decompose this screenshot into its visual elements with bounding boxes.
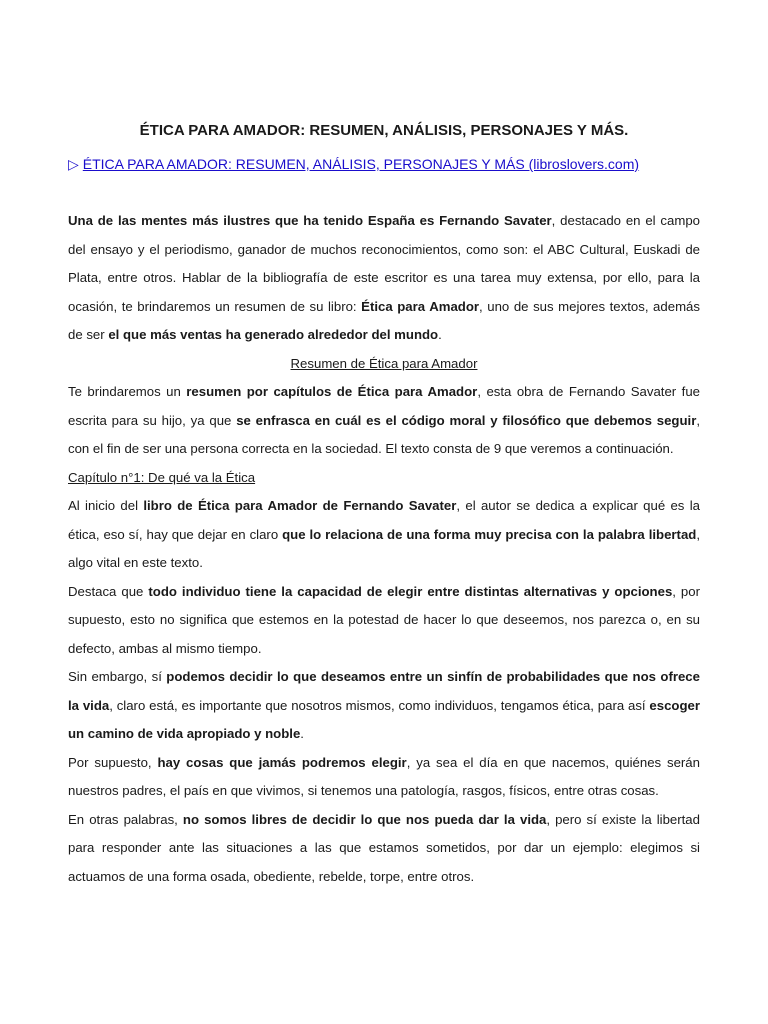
bold-text: resumen por capítulos de Ética para Amador (186, 384, 478, 399)
text: , con el fin de ser una persona correcta en la sociedad. El texto consta de 9 que veremos a continuación. (68, 412, 700, 456)
paragraph-chapter1-intro (68, 492, 700, 578)
text: . (300, 726, 304, 741)
paragraph-intro (68, 207, 700, 350)
source-link-text: ÉTICA PARA AMADOR: RESUMEN, ANÁLISIS, PERSONAJES Y MÁS (libroslovers.com) (82, 156, 640, 172)
text: , uno de sus mejores textos, además de ser (68, 298, 700, 342)
text: , esta obra de Fernando Savater fue escrita para su hijo, ya que (68, 384, 700, 428)
text: , pero sí existe la libertad para responder ante las situaciones a las que estamos sometidos, por dar un ejemplo: elegimos si actuamos de una forma osada, obediente, rebelde, torpe, entre otros. (68, 811, 700, 884)
source-link[interactable] (68, 154, 700, 174)
text: Destaca que (68, 583, 149, 599)
paragraph-cannot-choose (68, 749, 700, 806)
text: Al inicio del (68, 498, 144, 513)
text: . (438, 327, 442, 342)
text: , algo vital en este texto. (68, 526, 701, 570)
chapter-heading (68, 464, 700, 493)
document-title: ÉTICA PARA AMADOR: RESUMEN, ANÁLISIS, PERSONAJES Y MÁS. (139, 122, 629, 139)
bold-text: Una de las mentes más ilustres que ha tenido España es Fernando Savater (68, 213, 552, 228)
document-body (68, 207, 700, 891)
bold-text: no somos libres de decidir lo que nos pueda dar la vida (182, 811, 547, 827)
paragraph-decide (68, 663, 700, 749)
section-heading: Resumen de Ética para Amador (290, 355, 478, 371)
text: Te brindaremos un (68, 384, 187, 399)
text: En otras palabras, (68, 811, 183, 827)
bold-text: hay cosas que jamás podremos elegir (157, 754, 407, 770)
text: Por supuesto, (68, 754, 158, 770)
text: Sin embargo, sí (68, 669, 167, 684)
bold-text: Ética para Amador (361, 298, 480, 314)
chapter-heading-text: Capítulo n°1: De qué va la Ética (68, 469, 256, 485)
paragraph-choice (68, 578, 700, 664)
bold-text: libro de Ética para Amador de Fernando Savater (143, 498, 457, 513)
bold-text: el que más ventas ha generado alrededor del mundo (108, 327, 439, 342)
paragraph-summary (68, 378, 700, 464)
bold-text: podemos decidir lo que deseamos entre un sinfín de probabilidades que nos ofrece la vida (68, 669, 700, 713)
text: , destacado en el campo del ensayo y el periodismo, ganador de muchos reconocimientos, como son: el ABC Cultural, Euskadi de Plata, entre otros. Hablar de la bibliografía de este escritor es una tarea muy extensa, por ello, para la ocasión, te brindaremos un resumen de su libro: (68, 213, 700, 314)
text: , el autor se dedica a explicar qué es la ética, eso sí, hay que dejar en claro (68, 498, 700, 542)
paragraph-freedom (68, 806, 700, 892)
bold-text: que lo relaciona de una forma muy precisa con la palabra libertad (282, 526, 697, 542)
bold-text: escoger un camino de vida apropiado y noble (68, 697, 701, 741)
bold-text: se enfrasca en cuál es el código moral y filosófico que debemos seguir (236, 412, 697, 428)
triangle-right-icon: ▷ (68, 156, 79, 172)
text: , ya sea el día en que nacemos, quiénes serán nuestros padres, el país en que vivimos, si tenemos una patología, rasgos, físicos, entre otras cosas. (68, 754, 700, 798)
bold-text: todo individuo tiene la capacidad de elegir entre distintas alternativas y opciones (148, 583, 673, 599)
text: , claro está, es importante que nosotros mismos, como individuos, tengamos ética, para así (109, 697, 650, 713)
text: , por supuesto, esto no significa que estemos en la potestad de hacer lo que deseemos, nos parezca o, en su defecto, ambas al mismo tiempo. (68, 583, 700, 656)
